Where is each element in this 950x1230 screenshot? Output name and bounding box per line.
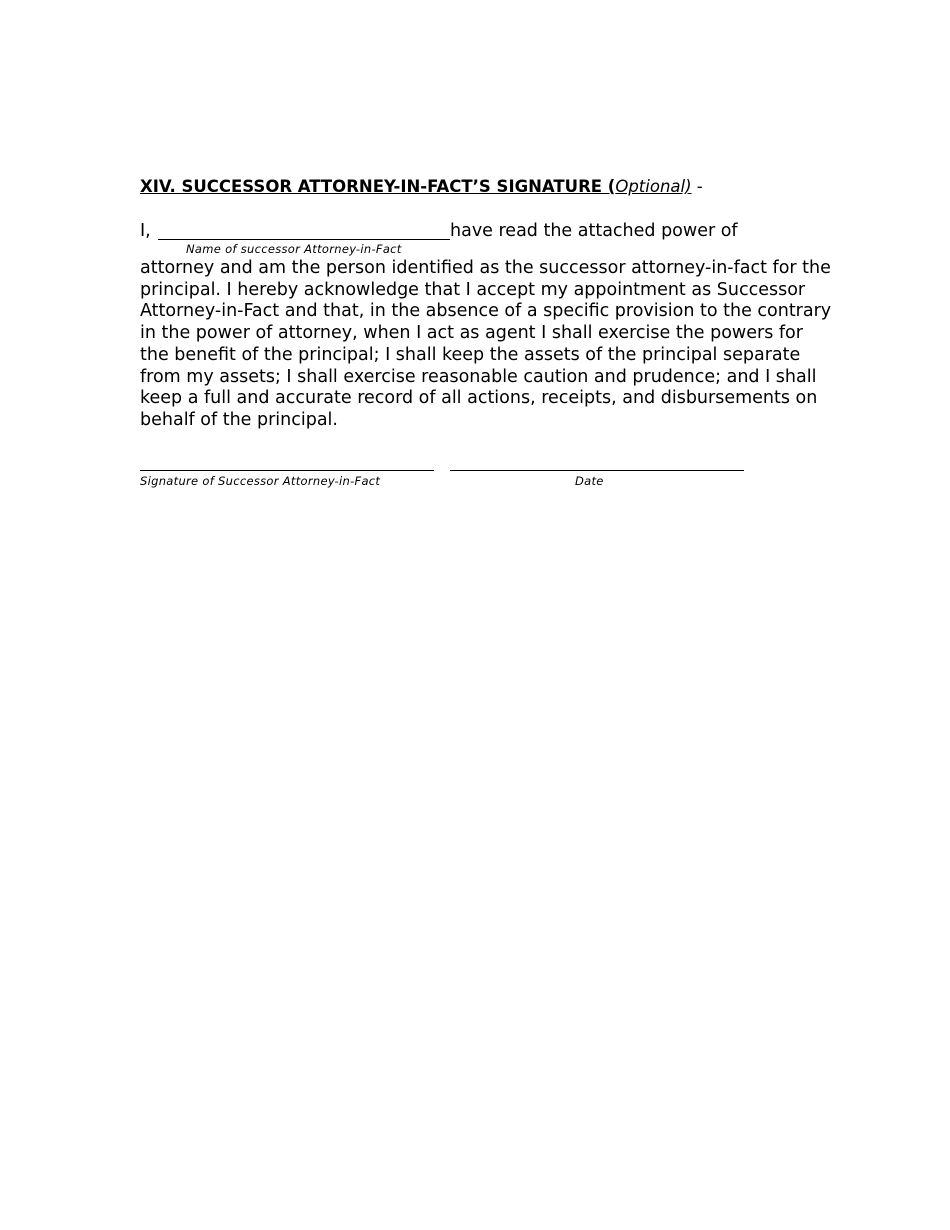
successor-name-caption: Name of successor Attorney-in-Fact	[186, 242, 402, 256]
section-heading-dash: -	[691, 177, 703, 196]
intro-line	[140, 219, 840, 243]
paragraph-line: keep a full and accurate record of all actions, receipts, and disbursements on	[140, 388, 818, 409]
date-field[interactable]	[450, 470, 744, 471]
acknowledgment-paragraph	[140, 258, 830, 432]
section-heading	[140, 176, 703, 198]
paragraph-line: in the power of attorney, when I act as agent I shall exercise the powers for	[140, 323, 803, 344]
paragraph-line: Attorney-in-Fact and that, in the absence of a specific provision to the contrary	[140, 301, 832, 322]
date-caption: Date	[575, 474, 604, 488]
paragraph-line: behalf of the principal.	[140, 409, 338, 430]
section-heading-title: XIV. SUCCESSOR ATTORNEY-IN-FACT’S SIGNATURE (	[140, 177, 616, 196]
intro-suffix: have read the attached power of	[450, 221, 738, 241]
paragraph-line: the benefit of the principal; I shall keep the assets of the principal separate	[140, 344, 801, 365]
section-heading-optional: Optional)	[615, 177, 692, 196]
signature-caption: Signature of Successor Attorney-in-Fact	[140, 474, 381, 488]
successor-name-field[interactable]	[158, 239, 450, 240]
intro-prefix: I,	[140, 221, 151, 241]
signature-field[interactable]	[140, 470, 434, 471]
paragraph-line: attorney and am the person identified as the successor attorney-in-fact for the	[140, 258, 831, 278]
paragraph-line: principal. I hereby acknowledge that I accept my appointment as Successor	[140, 279, 806, 300]
paragraph-line: from my assets; I shall exercise reasonable caution and prudence; and I shall	[140, 366, 817, 387]
